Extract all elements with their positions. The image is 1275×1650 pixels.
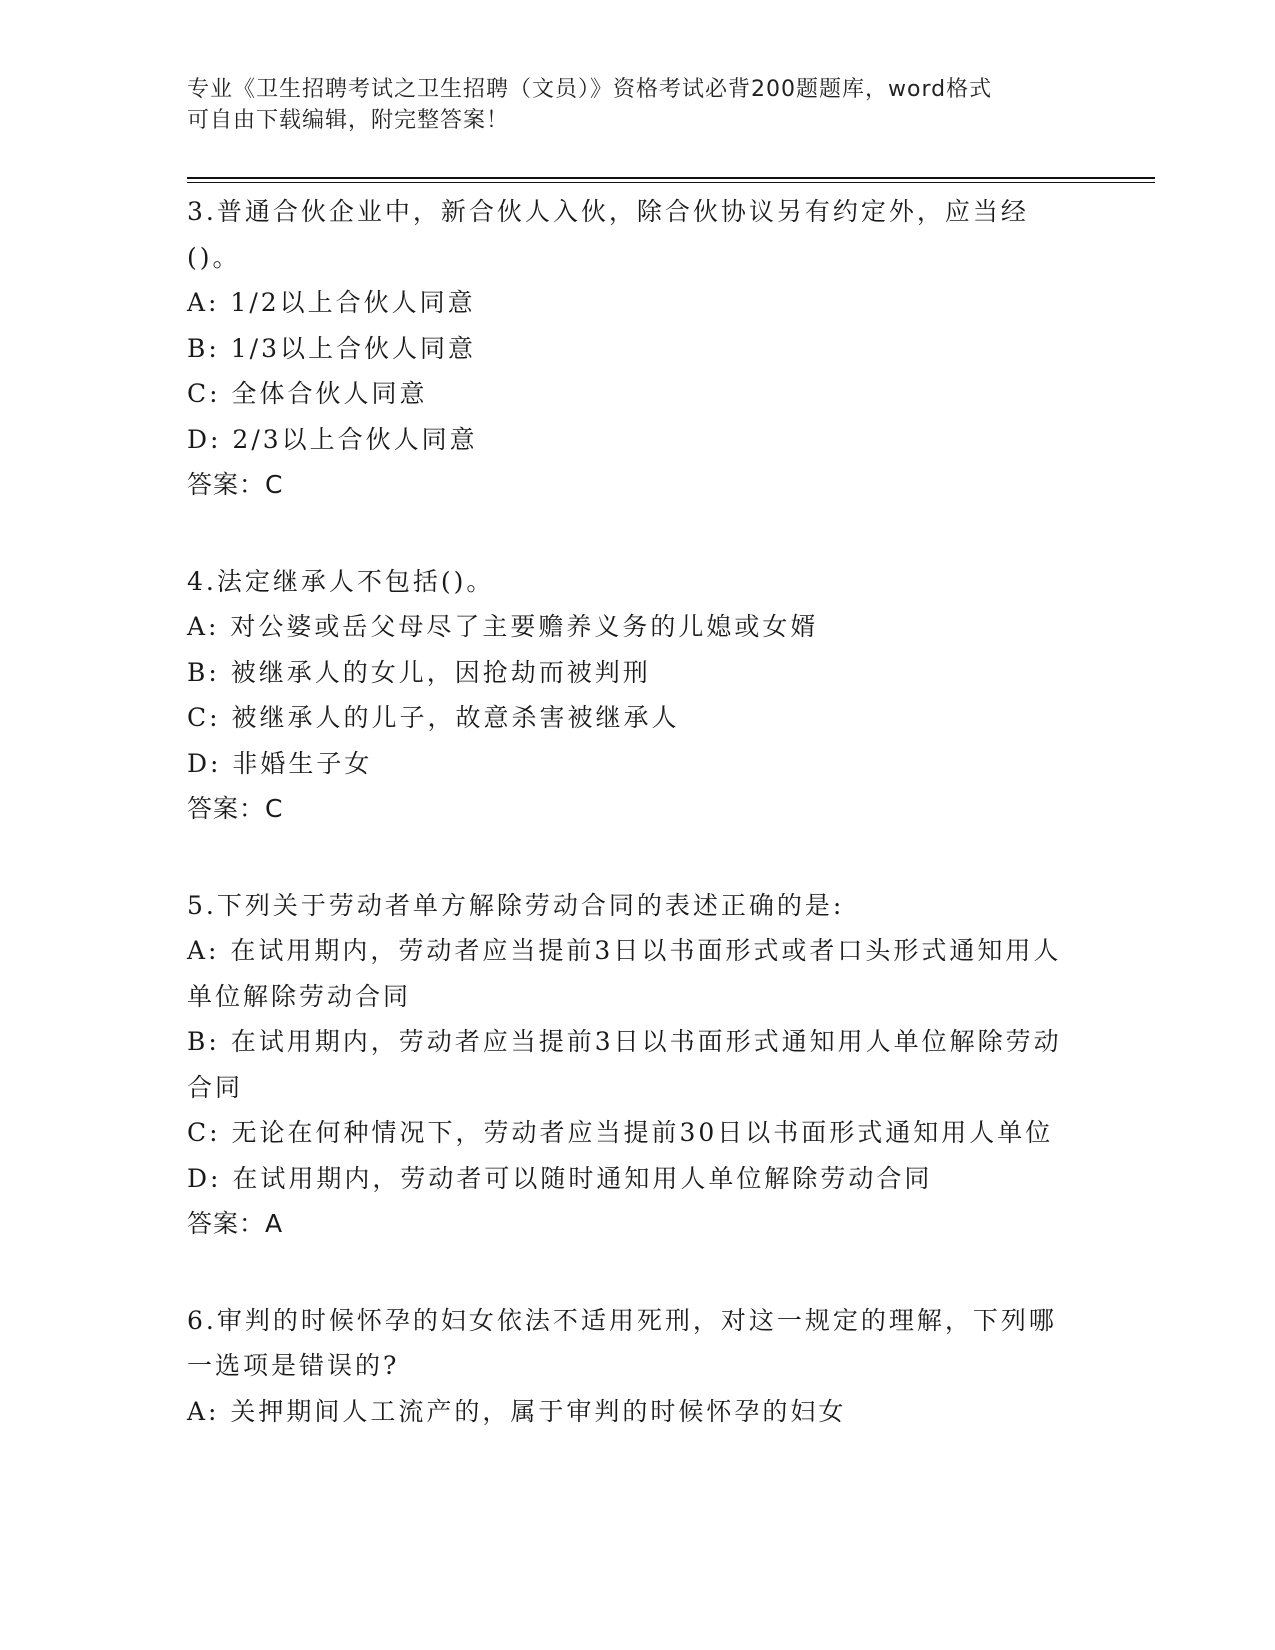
option-b: B: 1/3以上合伙人同意 [187,333,476,363]
answer-text: 答案：A [187,1209,284,1238]
option-a: A: 关押期间人工流产的，属于审判的时候怀孕的妇女 [187,1396,847,1426]
question-5 [187,883,1067,1247]
question-6 [187,1298,1067,1435]
option-b: B: 被继承人的女儿，因抢劫而被判刑 [187,657,651,687]
header-divider-thick [187,177,1155,179]
answer-text: 答案：C [187,470,284,499]
header-title-line-1: 专业《卫生招聘考试之卫生招聘（文员）》资格考试必背200题题库，word格式 [187,77,993,102]
question-stem: 5.下列关于劳动者单方解除劳动合同的表述正确的是: [187,890,845,920]
header-divider-thin [187,182,1155,183]
option-d: D: 2/3以上合伙人同意 [187,424,478,454]
question-stem: 4.法定继承人不包括()。 [187,566,495,596]
option-c: C: 被继承人的儿子，故意杀害被继承人 [187,703,680,732]
option-d: D: 在试用期内，劳动者可以随时通知用人单位解除劳动合同 [187,1163,933,1193]
option-b: B: 在试用期内，劳动者应当提前3日以书面形式通知用人单位解除劳动合同 [187,1027,1062,1102]
option-d: D: 非婚生子女 [187,748,373,778]
option-a: A: 在试用期内，劳动者应当提前3日以书面形式或者口头形式通知用人单位解除劳动合同 [187,936,1062,1011]
option-a: A: 1/2以上合伙人同意 [187,288,476,317]
header-title-line-2: 可自由下载编辑，附完整答案！ [187,108,510,133]
question-stem: 3.普通合伙企业中，新合伙人入伙，除合伙协议另有约定外，应当经()。 [187,197,1029,272]
document-header [187,74,1067,136]
option-c: C: 无论在何种情况下，劳动者应当提前30日以书面形式通知用人单位 [187,1118,1054,1147]
option-c: C: 全体合伙人同意 [187,379,428,408]
option-a: A: 对公婆或岳父母尽了主要赡养义务的儿媳或女婿 [187,612,819,641]
question-stem: 6.审判的时候怀孕的妇女依法不适用死刑，对这一规定的理解，下列哪一选项是错误的? [187,1305,1057,1380]
answer-text: 答案：C [187,794,284,823]
question-3 [187,189,1067,508]
question-4 [187,559,1067,832]
question-list [187,189,1067,1485]
